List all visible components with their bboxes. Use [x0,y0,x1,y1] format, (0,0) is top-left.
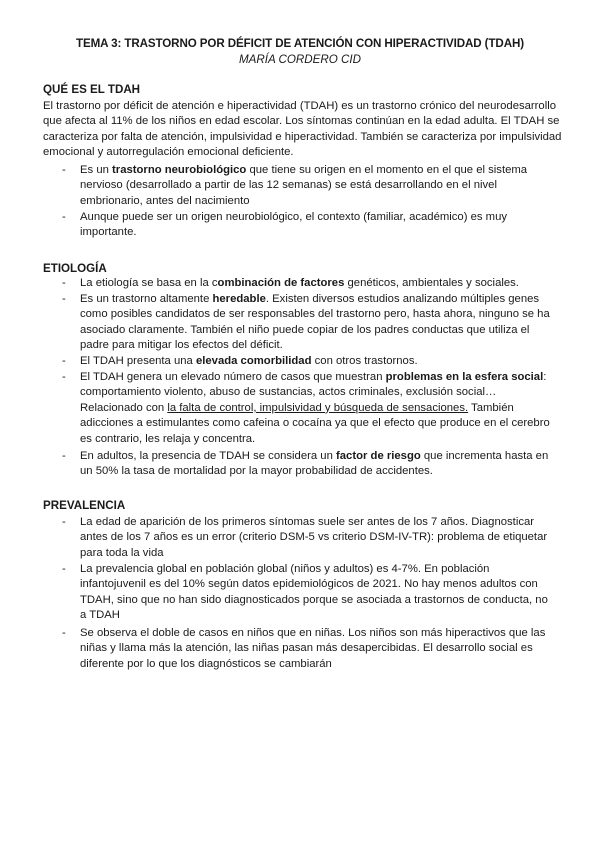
list-item: - Es un trastorno altamente heredable. Existen diversos estudios analizando múltiples genes como posibles candidatos de ser responsables del trastorno pero, hasta ahora, ninguno se ha asociado claramente. También el niño puede copiar de los padres conductas que utiliza el padre para mitigar los efectos del déficit. [62,293,550,352]
underlined-text: la falta de control, impulsividad y búsqueda de sensaciones. [167,401,469,414]
list-item: - En adultos, la presencia de TDAH se considera un factor de riesgo que incrementa hasta en un 50% la tasa de mortalidad por la mayor probabilidad de accidentes. [62,450,549,478]
bold-term: ombinación de factores [217,277,345,289]
section-heading-etiologia: ETIOLOGÍA [43,262,107,275]
bold-term: factor de riesgo [336,450,421,462]
section-paragraph: El trastorno por déficit de atención e hiperactividad (TDAH) es un trastorno crónico del neurodesarrollo que afecta al 11% de los niños en edad escolar. Los síntomas continúan en la edad adulta. El TDAH se caracteriza por falta de atención, impulsividad e hiperactividad. También se caracteriza por impulsividad emocional y autorregulación emocional deficiente. [43,100,562,159]
bold-term: heredable [212,293,266,305]
section-heading-que-es: QUÉ ES EL TDAH [43,83,141,96]
list-item: - El TDAH genera un elevado número de casos que muestran problemas en la esfera social: comportamiento violento, abuso de sustancias, actos criminales, exclusión social… Relacionado con la falta de control, impulsividad y búsqueda de sensaciones. También adicciones a estimulantes como cafeina o cocaína ya que el efecto que produce en el cerebro es contrario, les relaja y concentra. [62,371,550,445]
document-title: TEMA 3: TRASTORNO POR DÉFICIT DE ATENCIÓN CON HIPERACTIVIDAD (TDAH) [75,37,525,50]
list-item: - Se observa el doble de casos en niños que en niñas. Los niños son más hiperactivos que las niñas y llama más la atención, las niñas pasan más desapercibidas. El desarrollo social es diferente por lo que los diagnósticos se cambiarán [62,627,546,670]
bold-term: trastorno neurobiológico [112,164,247,176]
document-author: MARÍA CORDERO CID [239,53,361,66]
bold-term: elevada comorbilidad [195,355,312,367]
list-item: - La etiología se basa en la combinación de factores genéticos, ambientales y sociales. [62,277,519,289]
section-heading-prevalencia: PREVALENCIA [43,499,126,512]
list-item: - Aunque puede ser un origen neurobiológico, el contexto (familiar, académico) es muy importante. [62,211,508,239]
bold-term: problemas en la esfera social [385,371,544,383]
list-item: - El TDAH presenta una elevada comorbilidad con otros trastornos. [62,355,418,367]
list-item: - Es un trastorno neurobiológico que tiene su origen en el momento en el que el sistema nervioso (desarrollado a partir de las 12 semanas) se está desarrollando en el nivel embrionario, antes del nacimiento [62,164,528,207]
list-item: - La prevalencia global en población global (niños y adultos) es 4-7%. En población infantojuvenil es del 10% según datos epidemiológicos de 2021. No hay menos adultos con TDAH, sino que no han sido diagnosticados porque se asociada a trastornos de conducta, no a TDAH [62,563,548,622]
list-item: - La edad de aparición de los primeros síntomas suele ser antes de los 7 años. Diagnosticar antes de los 7 años es un error (criterio DSM-5 vs criterio DSM-IV-TR): problema de etiquetar para toda la vida [62,516,548,559]
